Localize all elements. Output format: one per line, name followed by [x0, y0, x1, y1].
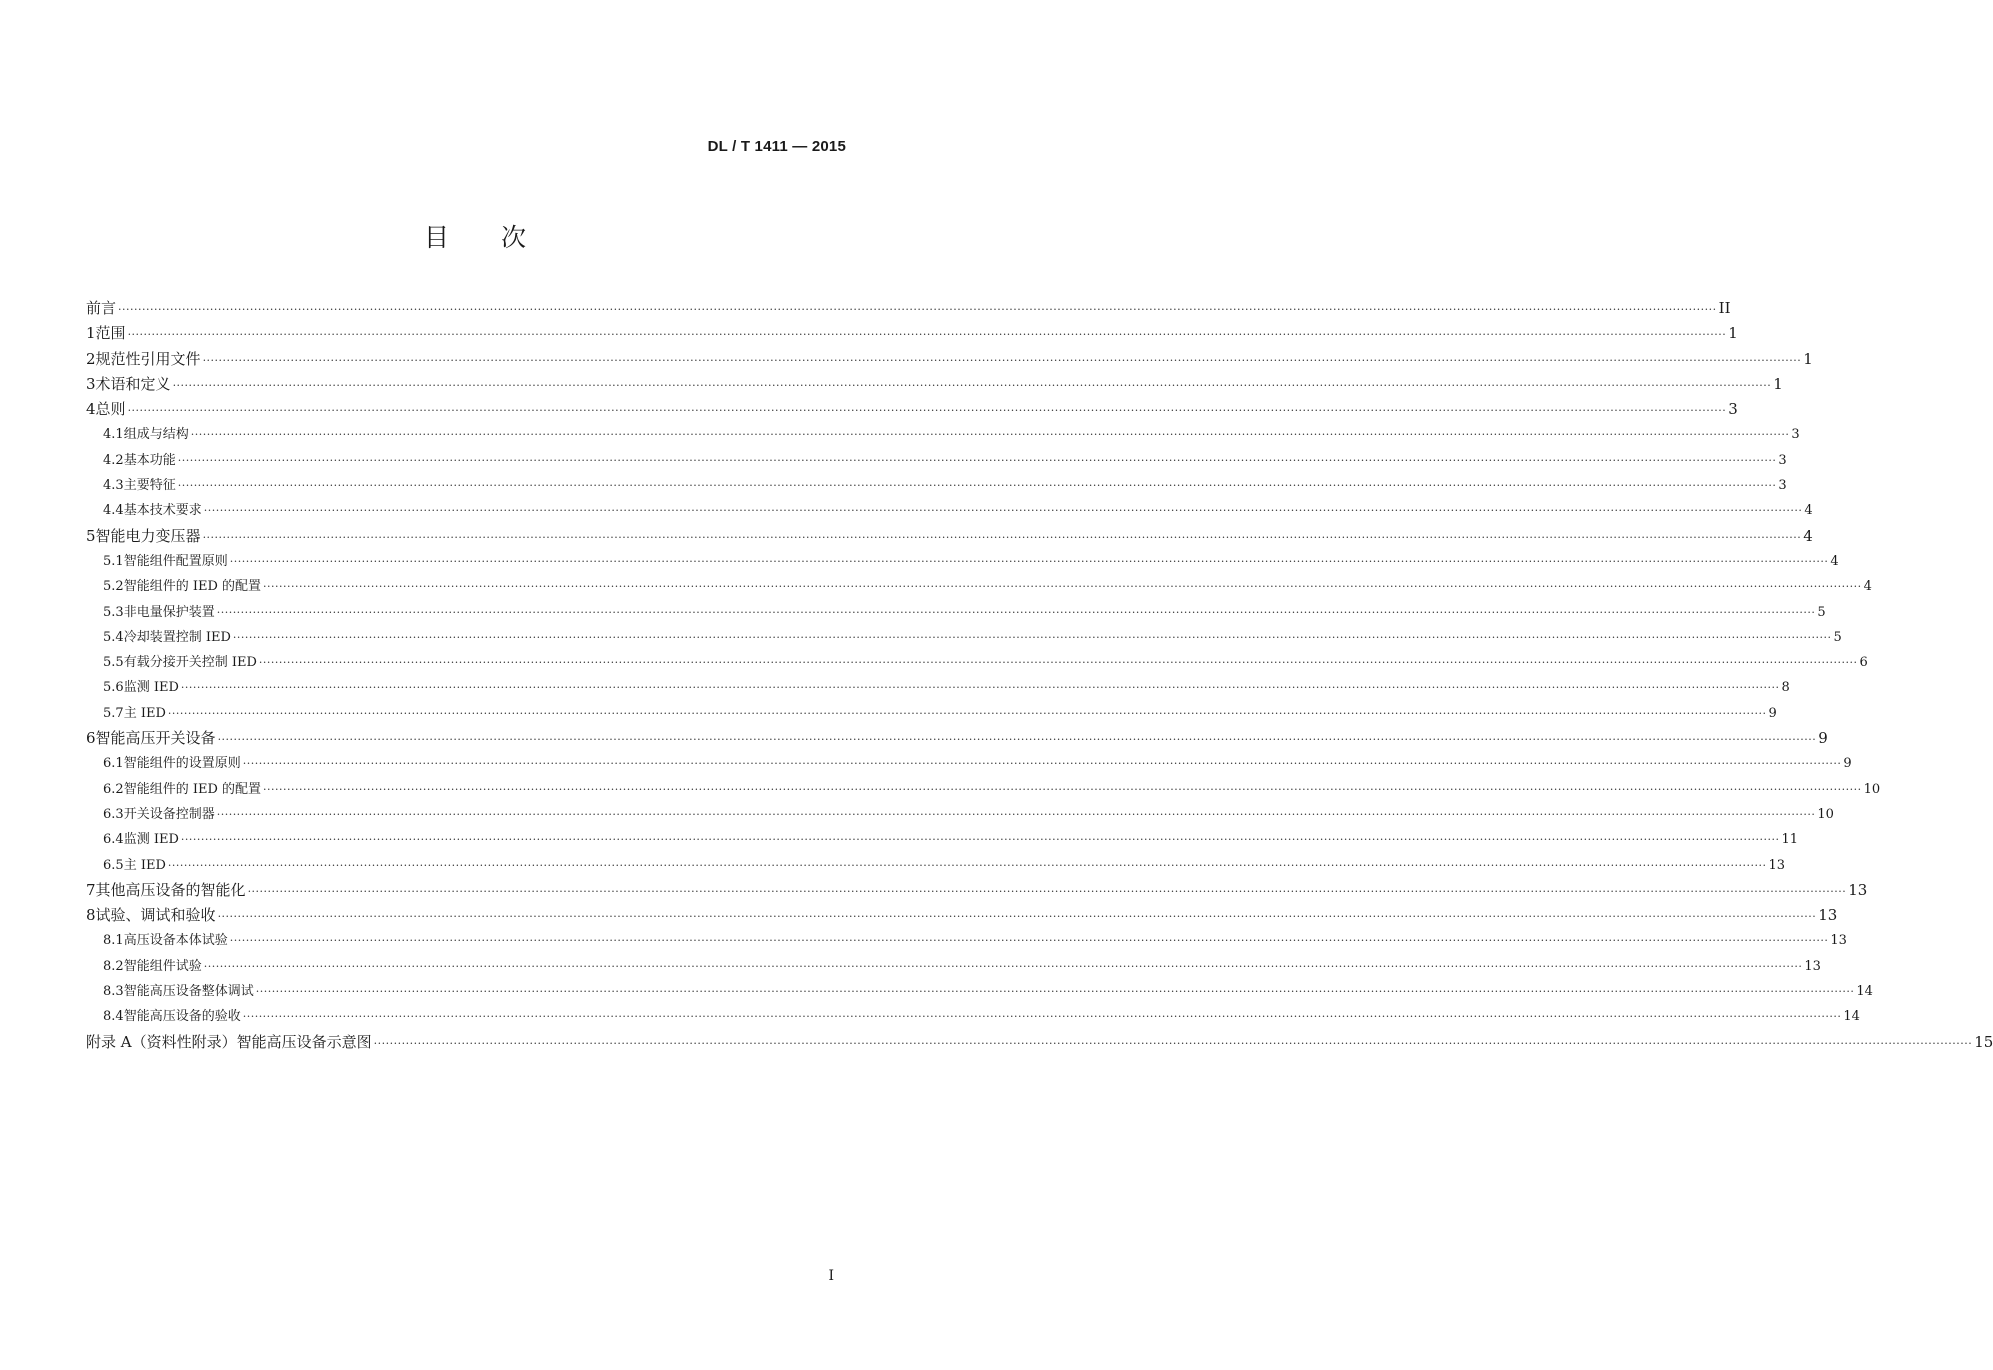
toc-entry-number: 8.4 — [103, 1009, 124, 1025]
toc-entry-title: 规范性引用文件 — [95, 349, 201, 368]
toc-entry-page: 13 — [1768, 857, 1786, 873]
toc-entry-page: 3 — [1778, 478, 1787, 494]
toc-entry-page: 4 — [1804, 503, 1813, 519]
toc-entry[interactable] — [86, 626, 1842, 651]
toc-dot-leader: ················································································································································································································································································································································································································ — [202, 530, 1802, 544]
toc-entry-number: 8 — [86, 906, 96, 925]
toc-dot-leader: ················································································································································································································································································································································································································ — [118, 303, 1717, 316]
toc-entry-title: 智能组件试验 — [123, 958, 202, 974]
toc-entry[interactable] — [86, 297, 1731, 322]
toc-entry-page: 4 — [1830, 553, 1839, 569]
toc-entry[interactable] — [86, 828, 1799, 853]
toc-dot-leader: ················································································································································································································································································································································································································ — [229, 554, 1829, 568]
toc-entry[interactable] — [86, 373, 1783, 398]
toc-entry-title: 智能电力变压器 — [95, 526, 201, 545]
toc-entry-number: 5.6 — [103, 680, 124, 696]
toc-entry-number: 5.4 — [103, 629, 124, 645]
toc-entry-title: 开关设备控制器 — [123, 806, 215, 822]
toc-entry-page: 3 — [1728, 400, 1738, 419]
toc-dot-leader: ················································································································································································································································································································································································································ — [242, 757, 1842, 771]
toc-entry-number: 8.2 — [103, 958, 124, 974]
toc-entry[interactable] — [86, 499, 1813, 524]
toc-dot-leader: ················································································································································································································································································································································································································ — [217, 733, 1817, 747]
toc-entry-title: 监测 IED — [123, 680, 179, 696]
toc-entry-page: 11 — [1781, 832, 1799, 848]
toc-entry-page: 1 — [1773, 374, 1783, 393]
table-of-contents — [86, 297, 1993, 1056]
toc-entry-page: 13 — [1818, 906, 1838, 925]
toc-entry-title: 智能组件的 IED 的配置 — [123, 781, 262, 797]
toc-entry[interactable] — [86, 348, 1813, 373]
toc-dot-leader: ················································································································································································································································································································································································································ — [127, 328, 1727, 342]
toc-entry-title: 基本技术要求 — [123, 503, 202, 519]
toc-dot-leader: ················································································································································································································································································································································································································ — [247, 884, 1847, 898]
toc-entry-page: 3 — [1778, 452, 1787, 468]
toc-dot-leader: ················································································································································································································································································································································································································ — [216, 605, 1816, 619]
toc-entry-page: 5 — [1817, 604, 1826, 620]
toc-entry-title: 智能高压设备整体调试 — [123, 984, 254, 1000]
toc-entry-title: 智能高压开关设备 — [95, 729, 216, 748]
toc-dot-leader: ················································································································································································································································································································································································································ — [180, 833, 1780, 847]
toc-dot-leader: ················································································································································································································································································································································································································ — [258, 656, 1858, 670]
toc-entry-number: 5.5 — [103, 655, 124, 671]
toc-entry[interactable] — [86, 955, 1821, 980]
toc-entry-title: 附录 A（资料性附录）智能高压设备示意图 — [86, 1032, 372, 1051]
toc-entry-page: 13 — [1804, 958, 1821, 974]
toc-dot-leader: ················································································································································································································································································································································································································ — [242, 1010, 1842, 1024]
toc-entry[interactable] — [86, 879, 1868, 904]
toc-entry-title: 总则 — [95, 400, 126, 419]
toc-entry-page: 1 — [1803, 349, 1813, 368]
toc-entry[interactable] — [86, 854, 1786, 879]
toc-entry-title: 主 IED — [123, 705, 166, 721]
toc-entry-number: 8.3 — [103, 984, 124, 1000]
toc-entry-title: 冷却装置控制 IED — [123, 629, 231, 645]
toc-entry-page: II — [1718, 299, 1731, 317]
toc-entry-page: 5 — [1833, 629, 1842, 645]
toc-entry-page: 13 — [1830, 933, 1847, 949]
toc-dot-leader: ················································································································································································································································································································································································································ — [203, 504, 1803, 518]
toc-entry-page: 4 — [1863, 579, 1872, 595]
toc-entry-title: 基本功能 — [123, 452, 176, 468]
toc-entry-page: 10 — [1817, 806, 1834, 822]
toc-entry[interactable] — [86, 803, 1834, 828]
toc-entry-number: 8.1 — [103, 933, 124, 949]
toc-entry-number: 7 — [86, 880, 96, 899]
toc-entry-number: 4.3 — [103, 478, 124, 494]
standard-code: DL / T 1411 — 2015 — [707, 138, 846, 155]
toc-entry[interactable] — [86, 550, 1839, 575]
toc-entry[interactable] — [86, 322, 1738, 347]
toc-entry-page: 6 — [1859, 655, 1868, 671]
toc-entry-title: 智能组件的设置原则 — [123, 756, 241, 772]
page-number: I — [828, 1268, 834, 1284]
toc-entry[interactable] — [86, 676, 1790, 701]
toc-entry[interactable] — [86, 1031, 1993, 1056]
toc-dot-leader: ················································································································································································································································································································································································································ — [127, 404, 1727, 418]
toc-entry[interactable] — [86, 398, 1738, 423]
toc-entry[interactable] — [86, 474, 1787, 499]
toc-entry-number: 2 — [86, 349, 96, 368]
toc-entry-number: 4.4 — [103, 503, 124, 519]
page-title: 目次 — [423, 223, 578, 252]
toc-dot-leader: ················································································································································································································································································································································································································ — [203, 959, 1803, 973]
toc-entry-title: 主 IED — [123, 857, 166, 873]
toc-entry-page: 13 — [1848, 880, 1868, 899]
toc-entry[interactable] — [86, 904, 1838, 929]
toc-entry-number: 5.3 — [103, 604, 124, 620]
toc-dot-leader: ················································································································································································································································································································································································································ — [263, 580, 1862, 594]
toc-entry-page: 3 — [1791, 427, 1800, 443]
toc-entry[interactable] — [86, 525, 1813, 550]
toc-entry-number: 6.1 — [103, 756, 124, 772]
toc-entry-number: 4.1 — [103, 427, 124, 443]
toc-entry-number: 5.2 — [103, 579, 124, 595]
toc-entry[interactable] — [86, 449, 1787, 474]
toc-entry-page: 9 — [1768, 705, 1777, 721]
toc-entry-title: 组成与结构 — [123, 427, 189, 443]
toc-entry-number: 6.3 — [103, 806, 124, 822]
toc-entry-title: 范围 — [95, 324, 126, 343]
toc-entry-number: 6 — [86, 729, 96, 748]
toc-entry-page: 9 — [1818, 729, 1828, 748]
toc-entry-title: 前言 — [86, 299, 117, 317]
toc-entry-title: 智能组件配置原则 — [123, 553, 228, 569]
toc-entry-title: 主要特征 — [123, 478, 176, 494]
toc-entry-number: 5.1 — [103, 553, 124, 569]
toc-entry[interactable] — [86, 980, 1873, 1005]
toc-entry-title: 高压设备本体试验 — [123, 933, 228, 949]
toc-entry-title: 监测 IED — [123, 832, 179, 848]
toc-entry-number: 5.7 — [103, 705, 124, 721]
toc-entry-page: 9 — [1843, 756, 1852, 772]
toc-entry-title: 非电量保护装置 — [123, 604, 215, 620]
toc-entry[interactable] — [86, 702, 1777, 727]
toc-entry-title: 术语和定义 — [95, 374, 171, 393]
toc-dot-leader: ················································································································································································································································································································································································································ — [167, 706, 1767, 720]
toc-entry-title: 智能组件的 IED 的配置 — [123, 579, 262, 595]
toc-entry[interactable] — [86, 423, 1800, 448]
toc-entry-title: 智能高压设备的验收 — [123, 1009, 241, 1025]
toc-entry-number: 6.5 — [103, 857, 124, 873]
toc-dot-leader: ················································································································································································································································································································································································································ — [229, 934, 1829, 948]
toc-dot-leader: ················································································································································································································································································································································································································ — [177, 453, 1777, 467]
toc-entry-title: 其他高压设备的智能化 — [95, 880, 246, 899]
toc-dot-leader: ················································································································································································································································································································································································································ — [177, 479, 1777, 493]
toc-entry-number: 5 — [86, 526, 96, 545]
toc-entry-title: 试验、调试和验收 — [95, 906, 216, 925]
toc-entry[interactable] — [86, 778, 1881, 803]
toc-dot-leader: ················································································································································································································································································································································································································ — [232, 630, 1832, 644]
toc-dot-leader: ················································································································································································································································································································································································································ — [202, 353, 1802, 367]
toc-entry-page: 8 — [1781, 680, 1790, 696]
toc-entry-number: 6.4 — [103, 832, 124, 848]
toc-entry-title: 有载分接开关控制 IED — [123, 655, 257, 671]
toc-entry[interactable] — [86, 727, 1828, 752]
toc-entry[interactable] — [86, 651, 1868, 676]
toc-dot-leader: ················································································································································································································································································································································································································ — [172, 378, 1772, 392]
toc-dot-leader: ················································································································································································································································································································································································································ — [217, 910, 1817, 924]
toc-entry-number: 4 — [86, 400, 96, 419]
toc-dot-leader: ················································································································································································································································································································································································································ — [255, 985, 1855, 999]
toc-entry[interactable] — [86, 1005, 1860, 1030]
toc-entry-page: 10 — [1863, 781, 1881, 797]
toc-entry[interactable] — [86, 752, 1852, 777]
toc-entry[interactable] — [86, 575, 1872, 600]
toc-entry-number: 1 — [86, 324, 96, 343]
toc-dot-leader: ················································································································································································································································································································································································································ — [373, 1036, 1973, 1050]
toc-entry-number: 4.2 — [103, 452, 124, 468]
toc-dot-leader: ················································································································································································································································································································································································································ — [190, 428, 1790, 442]
toc-entry-page: 4 — [1803, 526, 1813, 545]
toc-entry[interactable] — [86, 929, 1847, 954]
toc-dot-leader: ················································································································································································································································································································································································································ — [167, 858, 1767, 872]
toc-dot-leader: ················································································································································································································································································································································································································ — [263, 782, 1862, 796]
toc-entry-number: 6.2 — [103, 781, 124, 797]
toc-dot-leader: ················································································································································································································································································································································································································ — [216, 807, 1816, 821]
toc-entry[interactable] — [86, 601, 1826, 626]
toc-entry-page: 14 — [1843, 1009, 1860, 1025]
toc-entry-number: 3 — [86, 374, 96, 393]
toc-entry-page: 14 — [1856, 984, 1873, 1000]
toc-entry-page: 15 — [1974, 1032, 1993, 1051]
toc-dot-leader: ················································································································································································································································································································································································································ — [180, 681, 1780, 695]
toc-entry-page: 1 — [1728, 324, 1738, 343]
